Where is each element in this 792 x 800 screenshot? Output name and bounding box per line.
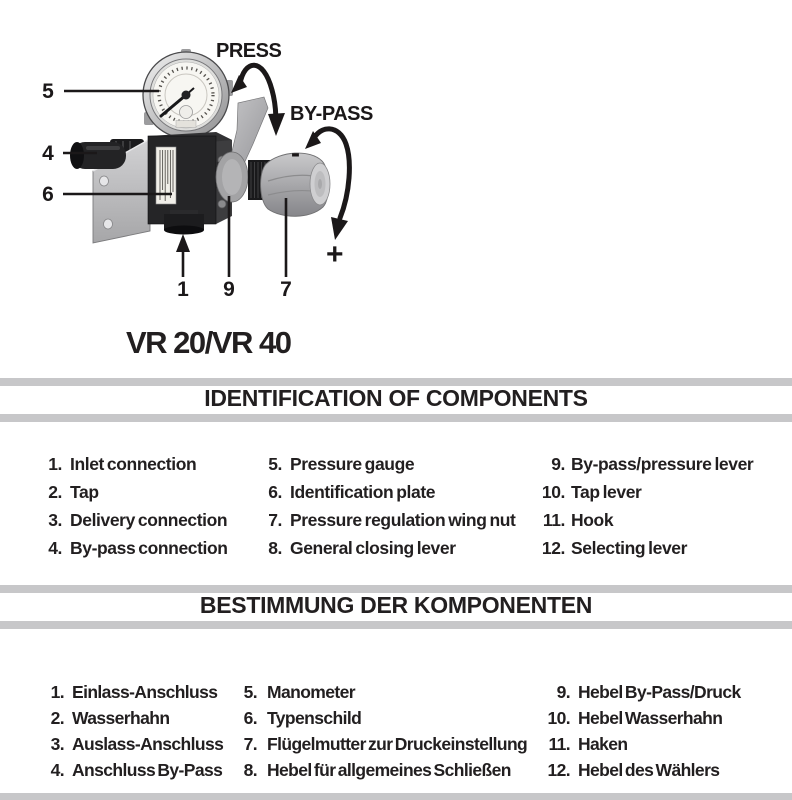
component-label: Identification plate bbox=[290, 481, 436, 502]
component-number: 10. bbox=[541, 481, 565, 502]
component-row bbox=[224, 705, 527, 731]
callout-7: 7 bbox=[280, 278, 292, 301]
component-row bbox=[532, 705, 741, 731]
component-row bbox=[30, 757, 223, 783]
component-row bbox=[528, 534, 753, 562]
section-heading-german: BESTIMMUNG DER KOMPONENTEN bbox=[199, 592, 593, 618]
component-label: Tap bbox=[70, 481, 99, 502]
component-row bbox=[248, 450, 515, 478]
component-label: By-pass/pressure lever bbox=[571, 453, 754, 474]
component-label: Pressure gauge bbox=[290, 453, 415, 474]
component-row bbox=[532, 679, 741, 705]
callout-1: 1 bbox=[177, 278, 189, 301]
press-label: PRESS bbox=[216, 40, 282, 62]
component-number: 2. bbox=[50, 707, 64, 728]
component-number: 3. bbox=[48, 509, 62, 530]
plus-sign: + bbox=[326, 238, 344, 271]
german-component-column-1 bbox=[30, 679, 223, 783]
bracket-hole bbox=[104, 219, 113, 229]
component-label: Manometer bbox=[267, 681, 355, 702]
separator-bar bbox=[0, 621, 792, 629]
component-row bbox=[28, 506, 228, 534]
component-row bbox=[28, 534, 228, 562]
component-row bbox=[528, 506, 753, 534]
component-row bbox=[28, 450, 228, 478]
component-row bbox=[224, 679, 527, 705]
component-number: 8. bbox=[243, 759, 257, 780]
component-label: Hebel By-Pass/Druck bbox=[578, 681, 741, 702]
component-row bbox=[28, 478, 228, 506]
component-number: 4. bbox=[50, 759, 64, 780]
german-component-column-3 bbox=[532, 679, 741, 783]
component-label: Hook bbox=[571, 509, 614, 530]
bracket-hole bbox=[100, 176, 109, 186]
component-row bbox=[248, 534, 515, 562]
german-component-column-2 bbox=[224, 679, 527, 783]
component-number: 11. bbox=[542, 509, 565, 530]
component-number: 12. bbox=[547, 759, 570, 780]
callout-4: 4 bbox=[42, 142, 54, 165]
component-row bbox=[224, 757, 527, 783]
component-number: 6. bbox=[243, 707, 257, 728]
english-component-column-1 bbox=[28, 450, 228, 562]
component-row bbox=[528, 450, 753, 478]
component-label: Wasserhahn bbox=[72, 707, 170, 728]
component-label: General closing lever bbox=[290, 537, 456, 558]
section-heading-english: IDENTIFICATION OF COMPONENTS bbox=[204, 385, 588, 411]
english-component-column-3 bbox=[528, 450, 753, 562]
component-label: Hebel Wasserhahn bbox=[578, 707, 723, 728]
component-row bbox=[248, 478, 515, 506]
component-label: Selecting lever bbox=[571, 537, 688, 558]
component-row bbox=[532, 757, 741, 783]
component-label: Haken bbox=[578, 733, 628, 754]
component-label: Einlass-Anschluss bbox=[72, 681, 218, 702]
component-number: 9. bbox=[556, 681, 570, 702]
component-label: By-pass connection bbox=[70, 537, 228, 558]
component-row bbox=[248, 506, 515, 534]
component-number: 6. bbox=[268, 481, 282, 502]
component-label: Typenschild bbox=[267, 707, 362, 728]
callout-5: 5 bbox=[42, 80, 54, 103]
identification-plate bbox=[156, 147, 176, 204]
minus-sign: - bbox=[291, 138, 300, 168]
component-number: 7. bbox=[243, 733, 257, 754]
gauge-subdial bbox=[180, 106, 193, 119]
inlet-arrow bbox=[176, 234, 190, 252]
component-label: Delivery connection bbox=[70, 509, 228, 530]
component-label: Pressure regulation wing nut bbox=[290, 509, 516, 530]
component-number: 8. bbox=[268, 537, 282, 558]
pressure-gauge bbox=[143, 49, 233, 138]
component-number: 5. bbox=[243, 681, 257, 702]
component-row bbox=[528, 478, 753, 506]
component-label: Flügelmutter zur Druckeinstellung bbox=[267, 733, 528, 754]
component-label: Hebel für allgemeines Schließen bbox=[267, 759, 511, 780]
separator-bar bbox=[0, 793, 792, 800]
component-label: Hebel des Wählers bbox=[578, 759, 720, 780]
component-number: 3. bbox=[50, 733, 64, 754]
component-row bbox=[30, 679, 223, 705]
model-title: VR 20/VR 40 bbox=[126, 325, 291, 360]
component-number: 4. bbox=[48, 537, 62, 558]
english-component-column-2 bbox=[248, 450, 515, 562]
component-row bbox=[30, 731, 223, 757]
regulator-illustration bbox=[0, 0, 410, 310]
component-label: Tap lever bbox=[571, 481, 642, 502]
separator-bar bbox=[0, 414, 792, 422]
component-row bbox=[532, 731, 741, 757]
component-number: 9. bbox=[551, 453, 565, 474]
callout-6: 6 bbox=[42, 183, 54, 206]
component-number: 1. bbox=[50, 681, 64, 702]
callout-9: 9 bbox=[223, 278, 235, 301]
component-label: Anschluss By-Pass bbox=[72, 759, 223, 780]
bypass-connection bbox=[70, 142, 126, 169]
component-number: 7. bbox=[268, 509, 282, 530]
inlet-connection bbox=[164, 210, 204, 235]
component-number: 5. bbox=[268, 453, 282, 474]
component-number: 1. bbox=[48, 453, 62, 474]
component-number: 12. bbox=[541, 537, 565, 558]
component-label: Auslass-Anschluss bbox=[72, 733, 224, 754]
bypass-label: BY-PASS bbox=[290, 103, 373, 125]
component-number: 2. bbox=[48, 481, 62, 502]
component-row bbox=[224, 731, 527, 757]
component-number: 11. bbox=[548, 733, 570, 754]
component-number: 10. bbox=[547, 707, 570, 728]
component-row bbox=[30, 705, 223, 731]
component-label: Inlet connection bbox=[70, 453, 197, 474]
